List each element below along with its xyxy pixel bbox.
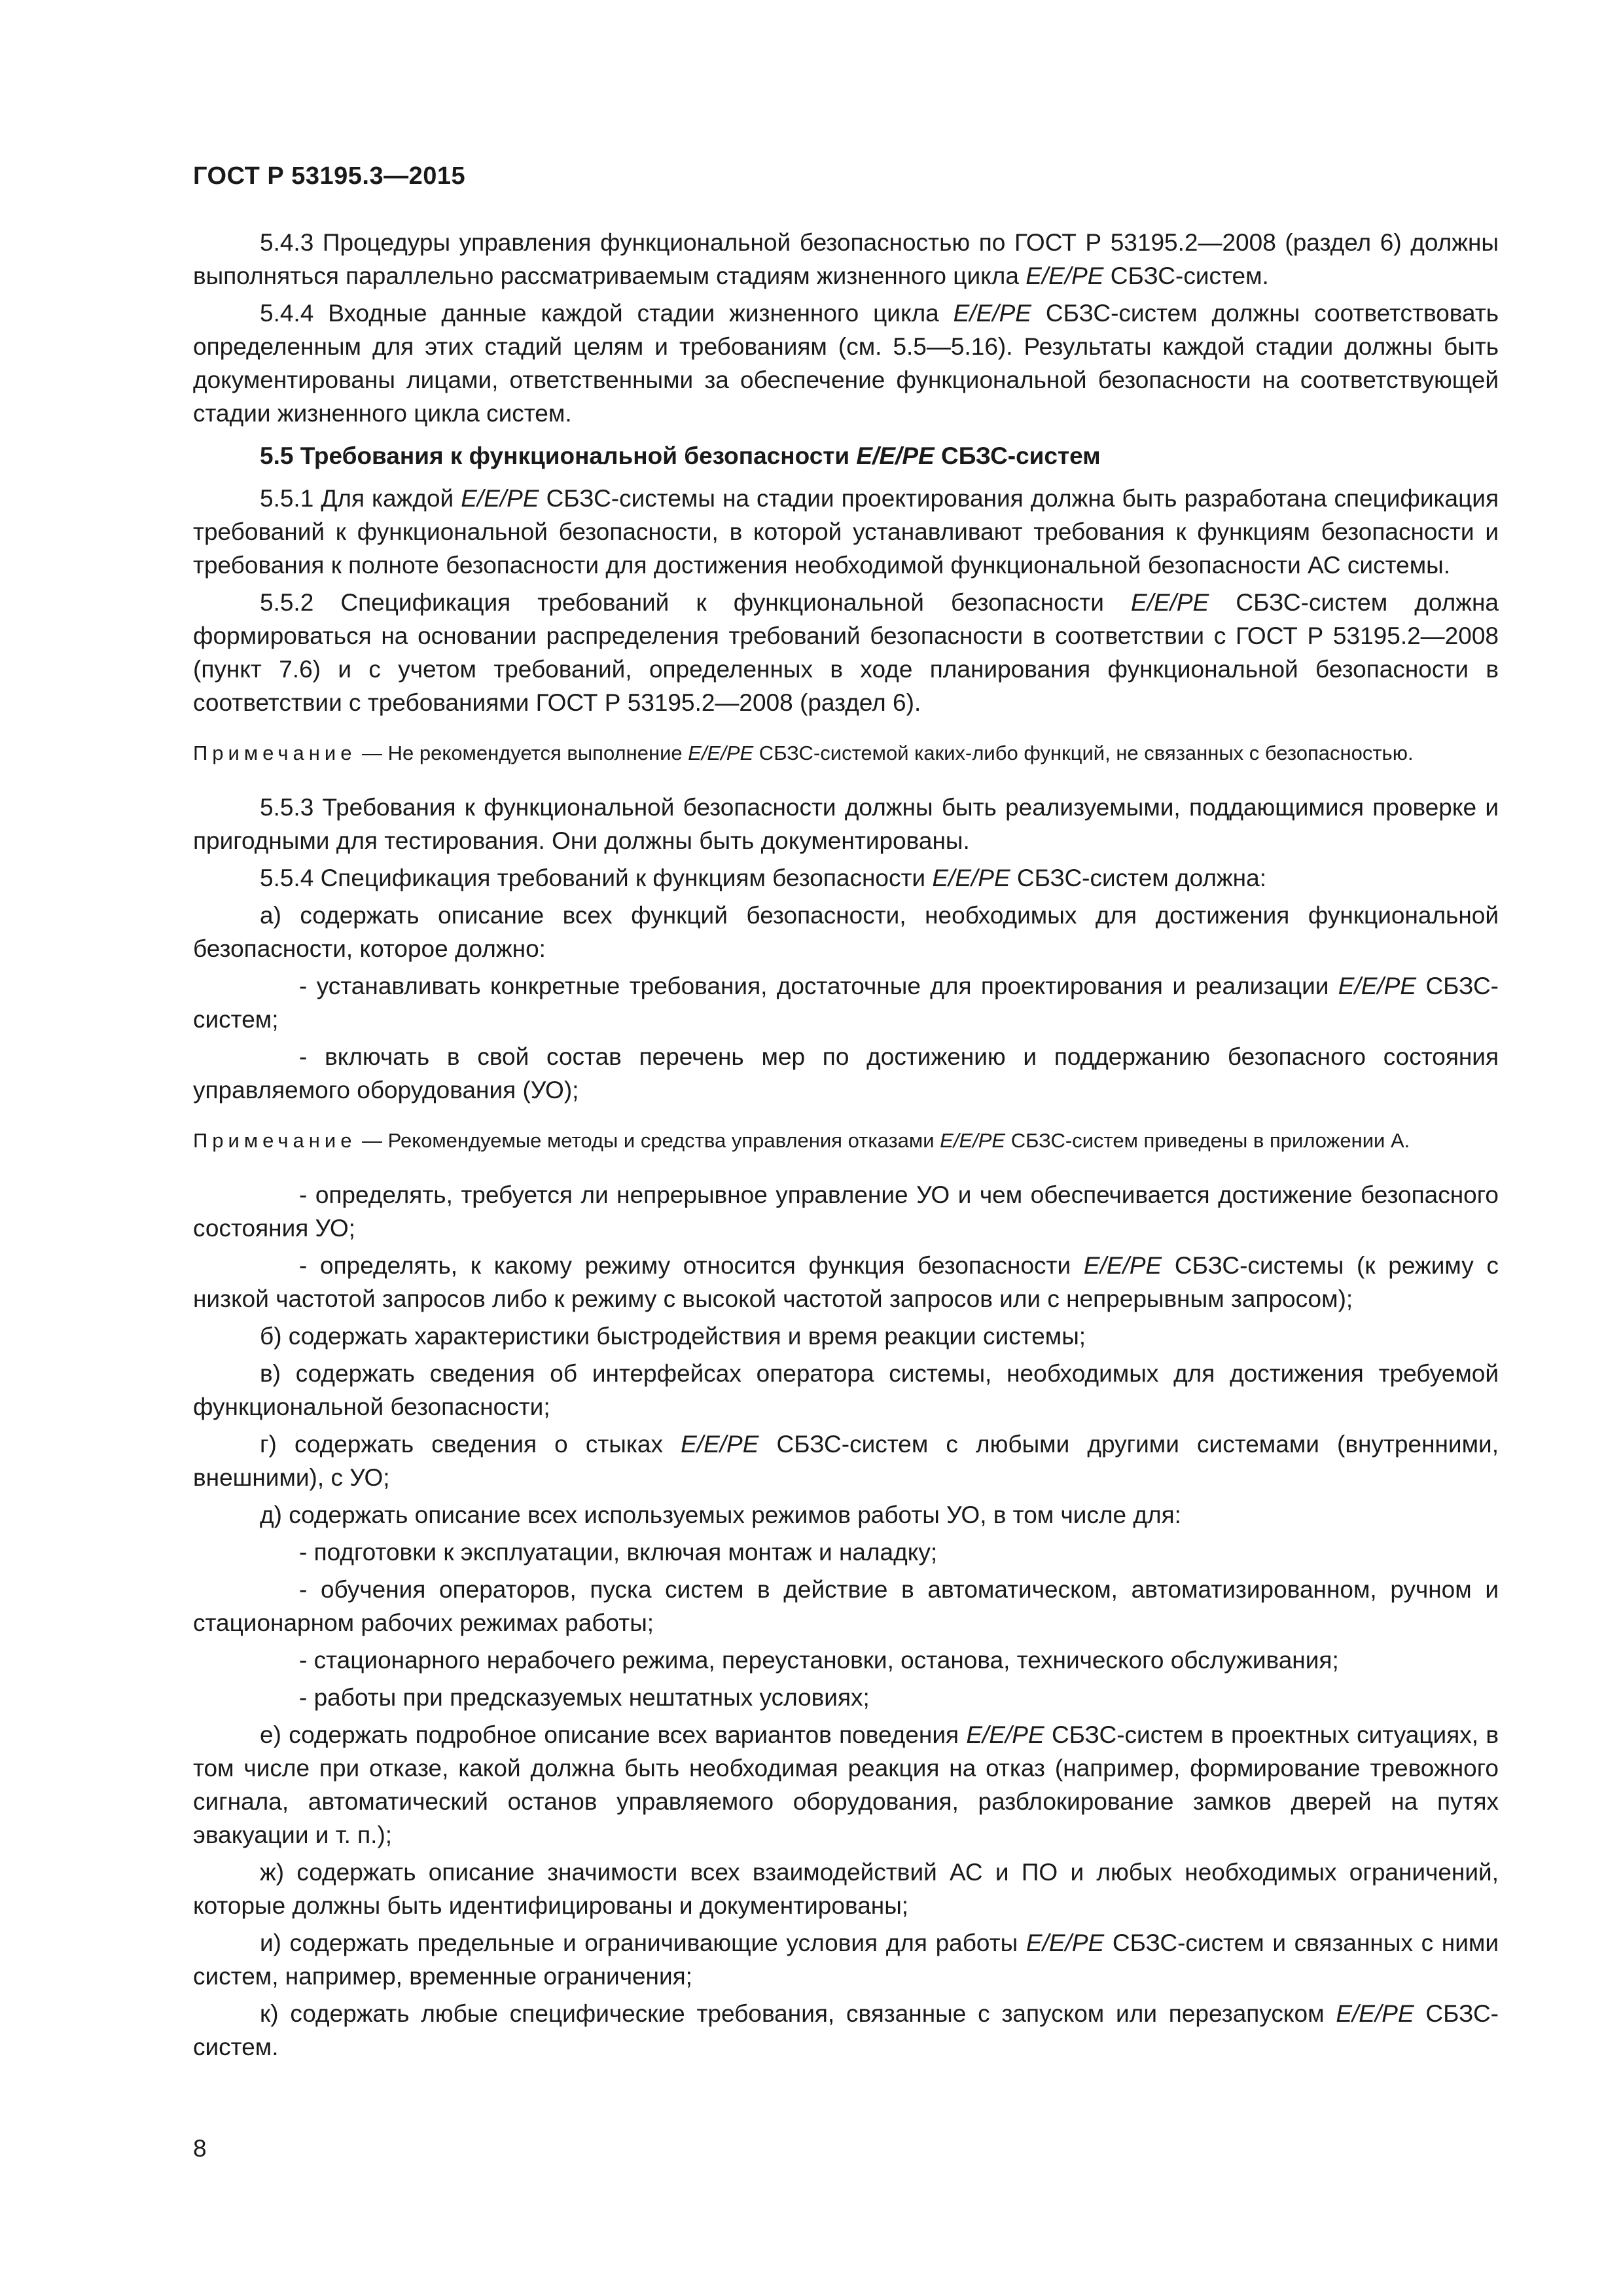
item-k: к) содержать любые специфические требования, связанные с запуском или перезапуском E/E/PE СБЗС-систем.	[193, 2000, 1499, 2060]
item-g: г) содержать сведения о стыках E/E/PE СБЗС-систем с любыми другими системами (внутренними, внешними), с УО;	[193, 1431, 1499, 1491]
document-header: ГОСТ Р 53195.3—2015	[193, 162, 466, 190]
item-zh: ж) содержать описание значимости всех взаимодействий АС и ПО и любых необходимых ограничений, которые должны быть идентифицированы и документированы;	[193, 1859, 1499, 1919]
clause-5-5-4: 5.5.4 Спецификация требований к функциям безопасности E/E/PE СБЗС-систем должна:	[260, 865, 1266, 891]
document-body	[193, 226, 1499, 2068]
dash-item-d4: - работы при предсказуемых нештатных условиях;	[299, 1684, 870, 1711]
note-label: Примечание	[193, 742, 357, 764]
dash-item-d1: - подготовки к эксплуатации, включая монтаж и наладку;	[299, 1539, 938, 1566]
dash-item-d2: - обучения операторов, пуска систем в действие в автоматическом, автоматизированном, ручном и стационарном рабочих режимах работы;	[193, 1576, 1499, 1636]
clause-5-4-4: 5.4.4 Входные данные каждой стадии жизненного цикла E/E/PE СБЗС-систем должны соответствовать определенным для этих стадий целям и требованиям (см. 5.5—5.16). Результаты каждой стадии должны быть документированы лицами, ответственными за обеспечение функциональной безопасности на соответствующей стадии жизненного цикла систем.	[193, 300, 1499, 427]
clause-5-4-3: 5.4.3 Процедуры управления функциональной безопасностью по ГОСТ Р 53195.2—2008 (раздел 6) должны выполняться параллельно рассматриваемым стадиям жизненного цикла E/E/PE СБЗС-систем.	[193, 229, 1499, 289]
section-heading-5-5: 5.5 Требования к функциональной безопасности E/E/PE СБЗС-систем	[260, 442, 1101, 469]
dash-item-1: - устанавливать конкретные требования, достаточные для проектирования и реализации E/E/PE СБЗС-систем;	[193, 973, 1499, 1033]
dash-item-d3: - стационарного нерабочего режима, переустановки, останова, технического обслуживания;	[299, 1647, 1339, 1674]
note-1: Примечание — Не рекомендуется выполнение E/E/PE СБЗС-системой каких-либо функций, не связанных с безопасностью.	[193, 742, 1414, 764]
item-b: б) содержать характеристики быстродействия и время реакции системы;	[260, 1323, 1086, 1350]
clause-5-5-1: 5.5.1 Для каждой E/E/PE СБЗС-системы на стадии проектирования должна быть разработана спецификация требований к функциональной безопасности, в которой устанавливают требования к функциям безопасности и требования к полноте безопасности для достижения необходимой функциональной безопасности АС системы.	[193, 485, 1499, 579]
dash-item-4: - определять, к какому режиму относится функция безопасности E/E/PE СБЗС-системы (к режиму с низкой частотой запросов либо к режиму с высокой частотой запросов или с непрерывным запросом);	[193, 1252, 1499, 1312]
page-number: 8	[193, 2135, 207, 2162]
dash-item-3: - определять, требуется ли непрерывное управление УО и чем обеспечивается достижение безопасного состояния УО;	[193, 1181, 1499, 1242]
note-label: Примечание	[193, 1129, 357, 1152]
dash-item-2: - включать в свой состав перечень мер по достижению и поддержанию безопасного состояния управляемого оборудования (УО);	[193, 1043, 1499, 1103]
clause-5-5-3: 5.5.3 Требования к функциональной безопасности должны быть реализуемыми, поддающимися проверке и пригодными для тестирования. Они должны быть документированы.	[193, 794, 1499, 854]
item-i: и) содержать предельные и ограничивающие условия для работы E/E/PE СБЗС-систем и связанных с ними систем, например, временные ограничения;	[193, 1929, 1499, 1990]
item-a: а) содержать описание всех функций безопасности, необходимых для достижения функциональной безопасности, которое должно:	[193, 902, 1499, 962]
item-e: е) содержать подробное описание всех вариантов поведения E/E/PE СБЗС-систем в проектных ситуациях, в том числе при отказе, какой должна быть необходимая реакция на отказ (например, формирование тревожного сигнала, автоматический останов управляемого оборудования, разблокирование замков дверей на путях эвакуации и т. п.);	[193, 1721, 1499, 1848]
note-2: Примечание — Рекомендуемые методы и средства управления отказами E/E/PE СБЗС-систем приведены в приложении А.	[193, 1129, 1410, 1152]
item-d: д) содержать описание всех используемых режимов работы УО, в том числе для:	[260, 1501, 1181, 1528]
clause-5-5-2: 5.5.2 Спецификация требований к функциональной безопасности E/E/PE СБЗС-систем должна формироваться на основании распределения требований безопасности в соответствии с ГОСТ Р 53195.2—2008 (пункт 7.6) и с учетом требований, определенных в ходе планирования функциональной безопасности в соответствии с требованиями ГОСТ Р 53195.2—2008 (раздел 6).	[193, 589, 1499, 716]
item-v: в) содержать сведения об интерфейсах оператора системы, необходимых для достижения требуемой функциональной безопасности;	[193, 1360, 1499, 1420]
